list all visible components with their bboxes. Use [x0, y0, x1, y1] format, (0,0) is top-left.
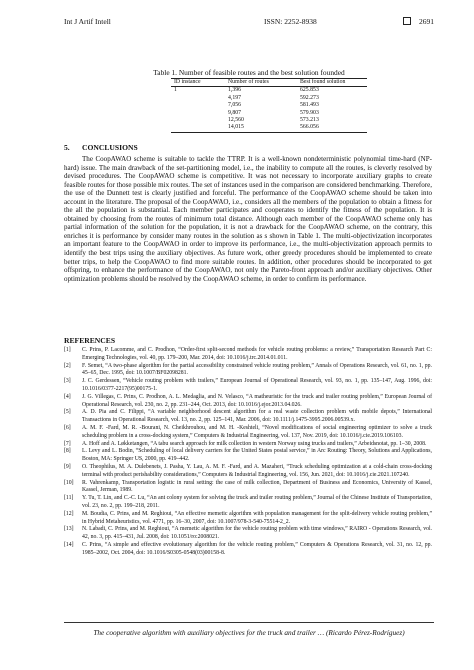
column-header: Best found solution	[297, 79, 367, 87]
table-cell: 4,197	[228, 94, 242, 101]
page-number: 2691	[419, 17, 434, 26]
table-cell: 14,015	[225, 124, 297, 132]
reference-item	[64, 542, 432, 558]
reference-item	[64, 526, 432, 542]
journal-name: Int J Artif Intell	[64, 17, 111, 26]
reference-number: [9]	[64, 463, 71, 470]
reference-text: F. Semet, “A two-phase algorithm for the partial accessibility constrained vehicle routing problem,” Annals of Operations Research, vol. 61, no. 1, pp. 45–65, Dec. 1995, doi: 10.1007/BF02098281.	[82, 362, 432, 377]
table-cell	[171, 117, 225, 124]
table-row	[171, 124, 367, 132]
reference-text: A. D. Pia and C. Filippi, “A variable neighborhood descent algorithm for a real waste collection problem with mobile depots,” International Transactions in Operational Research, vol. 13, no. 2, pp. 125–141, Mar. 2006, doi: 10.1111/j.1475-3995.2006.00539.x.	[82, 409, 432, 424]
reference-list	[64, 347, 432, 558]
reference-text: C. Prins, “A simple and effective evolutionary algorithm for the vehicle routing problem,” Computers & Operations Research, vol. 31, no. 12, pp. 1985–2002, Oct. 2004, doi: 10.1016/S0305-0548(03)00158-8.	[82, 541, 432, 556]
references-heading: REFERENCES	[64, 336, 116, 345]
reference-item	[64, 464, 432, 480]
table-cell: 573.213	[300, 117, 319, 124]
section-heading	[64, 143, 138, 152]
table-cell: 579.903	[300, 109, 319, 116]
reference-number: [3]	[64, 378, 71, 385]
footer-text: The cooperative algorithm with auxiliary objectives for the truck and trailer … (Ricardo Pérez-Rodríguez)	[93, 628, 405, 637]
table-row	[171, 102, 367, 109]
reference-number: [1]	[64, 347, 71, 353]
reference-text: M. Boudia, C. Prins, and M. Reghioui, “An effective memetic algorithm with population management for the split-delivery vehicle routing problem,” in Hybrid Metaheuristics, vol. 4771, pp. 16–30, 2007, doi: 10.1007/978-3-540-75514-2_2.	[82, 510, 432, 525]
table-cell: 581.493	[300, 102, 319, 109]
table-header-row	[171, 79, 367, 87]
table-cell: 566.056	[297, 124, 367, 132]
column-header: Number of routes	[225, 79, 297, 87]
reference-number: [8]	[64, 448, 71, 455]
table-cell: 625.853	[300, 87, 319, 94]
table-cell	[171, 110, 225, 117]
column-header: ID instance	[171, 79, 225, 87]
table-cell: 12,560	[228, 117, 244, 124]
reference-item	[64, 394, 432, 410]
table-cell: 7,056	[228, 102, 242, 109]
reference-item	[64, 378, 432, 394]
reference-item	[64, 409, 432, 425]
reference-item	[64, 448, 432, 464]
table-row	[171, 87, 367, 95]
reference-text: J. G. Villegas, C. Prins, C. Prodhon, A. L. Medaglia, and N. Velasco, “A matheuristic for the truck and trailer routing problem,” European Journal of Operational Research, vol. 230, no. 2, pp. 231–244, Oct. 2013, doi: 10.1016/j.ejor.2013.04.026.	[82, 393, 432, 408]
page-number-block	[403, 17, 434, 26]
reference-number: [10]	[64, 479, 74, 486]
table-cell	[171, 95, 225, 102]
reference-text: J. C. Gerdessen, “Vehicle routing problem with trailers,” European Journal of Operational Research, vol. 93, no. 1, pp. 135–147, Aug. 1996, doi: 10.1016/0377-2217(95)00175-1.	[82, 378, 432, 392]
section-title: CONCLUSIONS	[82, 143, 138, 152]
table-cell: 592.273	[300, 94, 319, 101]
reference-text: O. Theophilus, M. A. Dulebenets, J. Pasha, Y. Lau, A. M. F. -Fard, and A. Mazaheri, “Truck scheduling optimization at a cold-chain cross-docking terminal with product perishability considerations,” Computers & Industrial Engineering, vol. 156, Jun. 2021, doi: 10.1016/j.cie.2021.107240.	[82, 463, 432, 478]
table-cell: 1,396	[228, 87, 242, 94]
reference-text: A. M. F. -Fard, M. R. -Bourani, N. Cheikhrouhou, and M. H. -Keshteli, “Novel modifications of social engineering optimizer to solve a truck scheduling problem in a cross-docking system,” Computers & Industrial Engineering, vol. 137, Nov. 2019, doi: 10.1016/j.cie.2019.106103.	[82, 424, 432, 439]
reference-number: [11]	[64, 495, 74, 502]
reference-text: A. Hoff and A. Løkketangen, “A tabu search approach for milk collection in western Norway using trucks and trailers,” Arbeidsnotat, pp. 1–30, 2008.	[82, 440, 427, 447]
table-cell	[171, 124, 225, 132]
reference-text: R. Vahrenkamp, Transportation logistic in rural setting: the case of milk collection, Department of Business and Economics, University of Kassel, Kassel, Jerman, 1989.	[82, 479, 432, 494]
conclusions-paragraph: The CoopAWAO scheme is suitable to tackle the TTRP. It is a well-known nondeterministic polynomial time-hard (NP-hard) issue. The main drawback of the set-partitioning model, i.e., the inability to compute all the routes, is cleverly resolved by devised procedures. The CoopAWAO scheme is competitive. It was not necessary to incorporate auxiliary graphs to create feasible routes for those possible mix routes. The set of instances used in the comparison are considered benchmarking. Therefore, the use of the Dunnett test is clearly justified and forceful. The performance of the CoopAWAO scheme should be taken into account in the literature. The proposal of the CoopAWAO, i.e., considers all the members of the population to obtain a fitness for the all the population is substantial. Each member participates and cooperates to identify the fitness of the population. It is obtained by choosing from the routes of minimum total distance. Although each member of the CoopAWAO scheme only has partial information of the solution for the population, it is not a drawback for the CoopAWAO scheme, on the contrary, this enriches it is performance by consider many routes in the solution as s shown in Table 1. The multi-objectivization incorporates an important feature to the CoopAWAO in order to improve its performance, i.e., the multi-objectivization approach permits to identify the best trips using the auxiliary objectives. As future work, other greedy procedures should be implemented to create better trips, to help the CoopAWAO to find more suitable routes. In addition, other procedures should be incorporated to get offspring, to enhance the performance of the CoopAWAO, not only the Pareto-front approach and/or auxiliary objectives. Other optimization problems should be resolved by the CoopAWAO scheme, in order to confirm its performance.	[64, 155, 432, 283]
reference-number: [12]	[64, 510, 74, 517]
reference-text: Y. Tu, T. Lin, and C.-C. Lu, “An ant colony system for solving the truck and trailer routing problem,” Journal of the Chinese Institute of Transportation, vol. 23, no. 2, pp. 199–218, 2011.	[82, 495, 432, 509]
reference-item	[64, 511, 432, 527]
reference-number: [14]	[64, 541, 74, 548]
section-number: 5.	[64, 143, 70, 152]
table-caption: Table 1. Number of feasible routes and the best solution founded	[153, 68, 345, 77]
reference-number: [13]	[64, 526, 74, 533]
reference-number: [6]	[64, 424, 71, 431]
reference-item	[64, 347, 432, 363]
square-icon	[403, 17, 411, 25]
reference-text: C. Prins, P. Lacomme, and C. Prodhon, “Order-first split-second methods for vehicle routing problems: a review,” Transportation Research Part C: Emerging Technologies, vol. 40, pp. 179–200, Mar. 2014, doi: 10.1016/j.trc.2014.01.011.	[82, 347, 432, 361]
reference-item	[64, 495, 432, 511]
issn: ISSN: 2252-8938	[264, 17, 317, 26]
reference-item	[64, 480, 432, 496]
routes-table	[171, 78, 367, 133]
table-cell: 1	[174, 87, 177, 94]
running-footer	[64, 622, 434, 637]
reference-text: L. Levy and L. Bodin, “Scheduling of local delivery carriers for the United States postal service,” in Arc Routing: Theory, Solutions and Applications, Boston, MA: Springer US, 2000, pp. 419–442.	[82, 448, 432, 463]
reference-number: [7]	[64, 440, 71, 447]
table-cell: 9,807	[228, 109, 242, 116]
reference-number: [2]	[64, 362, 71, 369]
reference-number: [5]	[64, 409, 71, 416]
table-row	[171, 110, 367, 117]
reference-item	[64, 425, 432, 441]
table-row	[171, 95, 367, 102]
reference-item	[64, 363, 432, 379]
reference-text: N. Labadi, C. Prins, and M. Reghioui, “A memetic algorithm for the vehicle routing problem with time windows,” RAIRO - Operations Research, vol. 42, no. 3, pp. 415–431, Jul. 2008, doi: 10.1051/ro:2008021.	[82, 526, 432, 541]
table-cell	[171, 102, 225, 109]
table-row	[171, 117, 367, 124]
reference-number: [4]	[64, 393, 71, 400]
running-header	[64, 17, 434, 27]
